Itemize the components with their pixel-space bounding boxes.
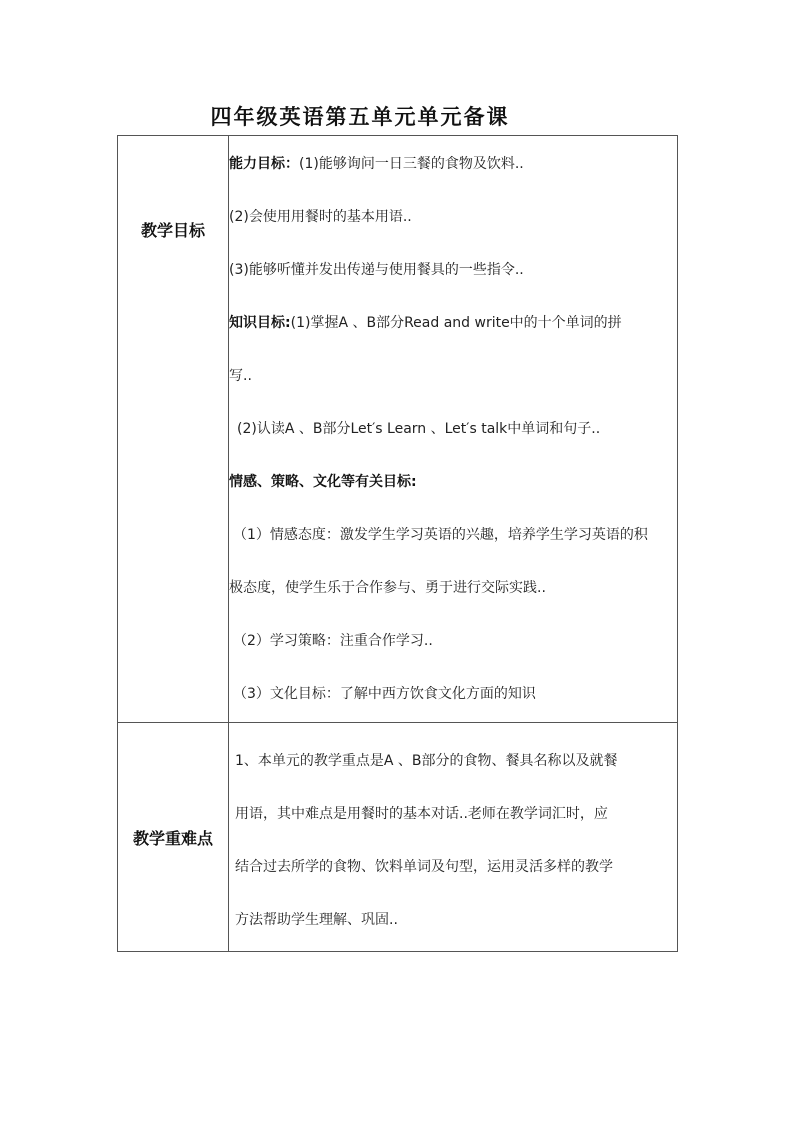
teaching-goals-content (229, 136, 678, 723)
knowledge-goal-heading: 知识目标: (229, 314, 291, 331)
difficulties-line-1: 1、本单元的教学重点是A 、B部分的食物、餐具名称以及就餐 (235, 753, 618, 769)
knowledge-goal-2: (2)认读A 、B部分Let′s Learn 、Let′s talk中单词和句子.. (237, 420, 601, 437)
teaching-goals-row (118, 136, 678, 723)
ability-goal-3: (3)能够听懂并发出传递与使用餐具的一些指令.. (229, 261, 524, 278)
difficulties-line-3: 结合过去所学的食物、饮料单词及句型，运用灵活多样的教学 (235, 859, 613, 875)
teaching-goals-label: 教学目标 (118, 136, 229, 723)
difficulties-content (229, 723, 678, 952)
strategy-goal: （2）学习策略：注重合作学习.. (233, 632, 433, 649)
emotion-goal-heading: 情感、策略、文化等有关目标: (229, 473, 417, 490)
emotion-goal-1a: （1）情感态度：激发学生学习英语的兴趣，培养学生学习英语的积 (233, 526, 648, 543)
knowledge-goal-1a: (1)掌握A 、B部分Read and write中的十个单词的拼 (290, 314, 622, 331)
knowledge-goal-1b: 写.. (229, 367, 252, 384)
ability-goal-1: (1)能够询问一日三餐的食物及饮料.. (299, 155, 524, 172)
ability-goal-heading: 能力目标： (229, 155, 299, 172)
emotion-goal-1b: 极态度，使学生乐于合作参与、勇于进行交际实践.. (229, 579, 546, 596)
culture-goal: （3）文化目标：了解中西方饮食文化方面的知识 (233, 685, 536, 702)
difficulties-row (118, 723, 678, 952)
ability-goal-line (229, 138, 677, 191)
difficulties-line-4: 方法帮助学生理解、巩固.. (235, 912, 398, 928)
page-title: 四年级英语第五单元单元备课 (210, 104, 510, 129)
lesson-plan-table (117, 135, 678, 952)
difficulties-line-2: 用语，其中难点是用餐时的基本对话..老师在教学词汇时，应 (235, 806, 608, 822)
knowledge-goal-line (229, 297, 677, 350)
difficulties-label: 教学重难点 (118, 723, 229, 952)
ability-goal-2: (2)会使用用餐时的基本用语.. (229, 208, 412, 225)
